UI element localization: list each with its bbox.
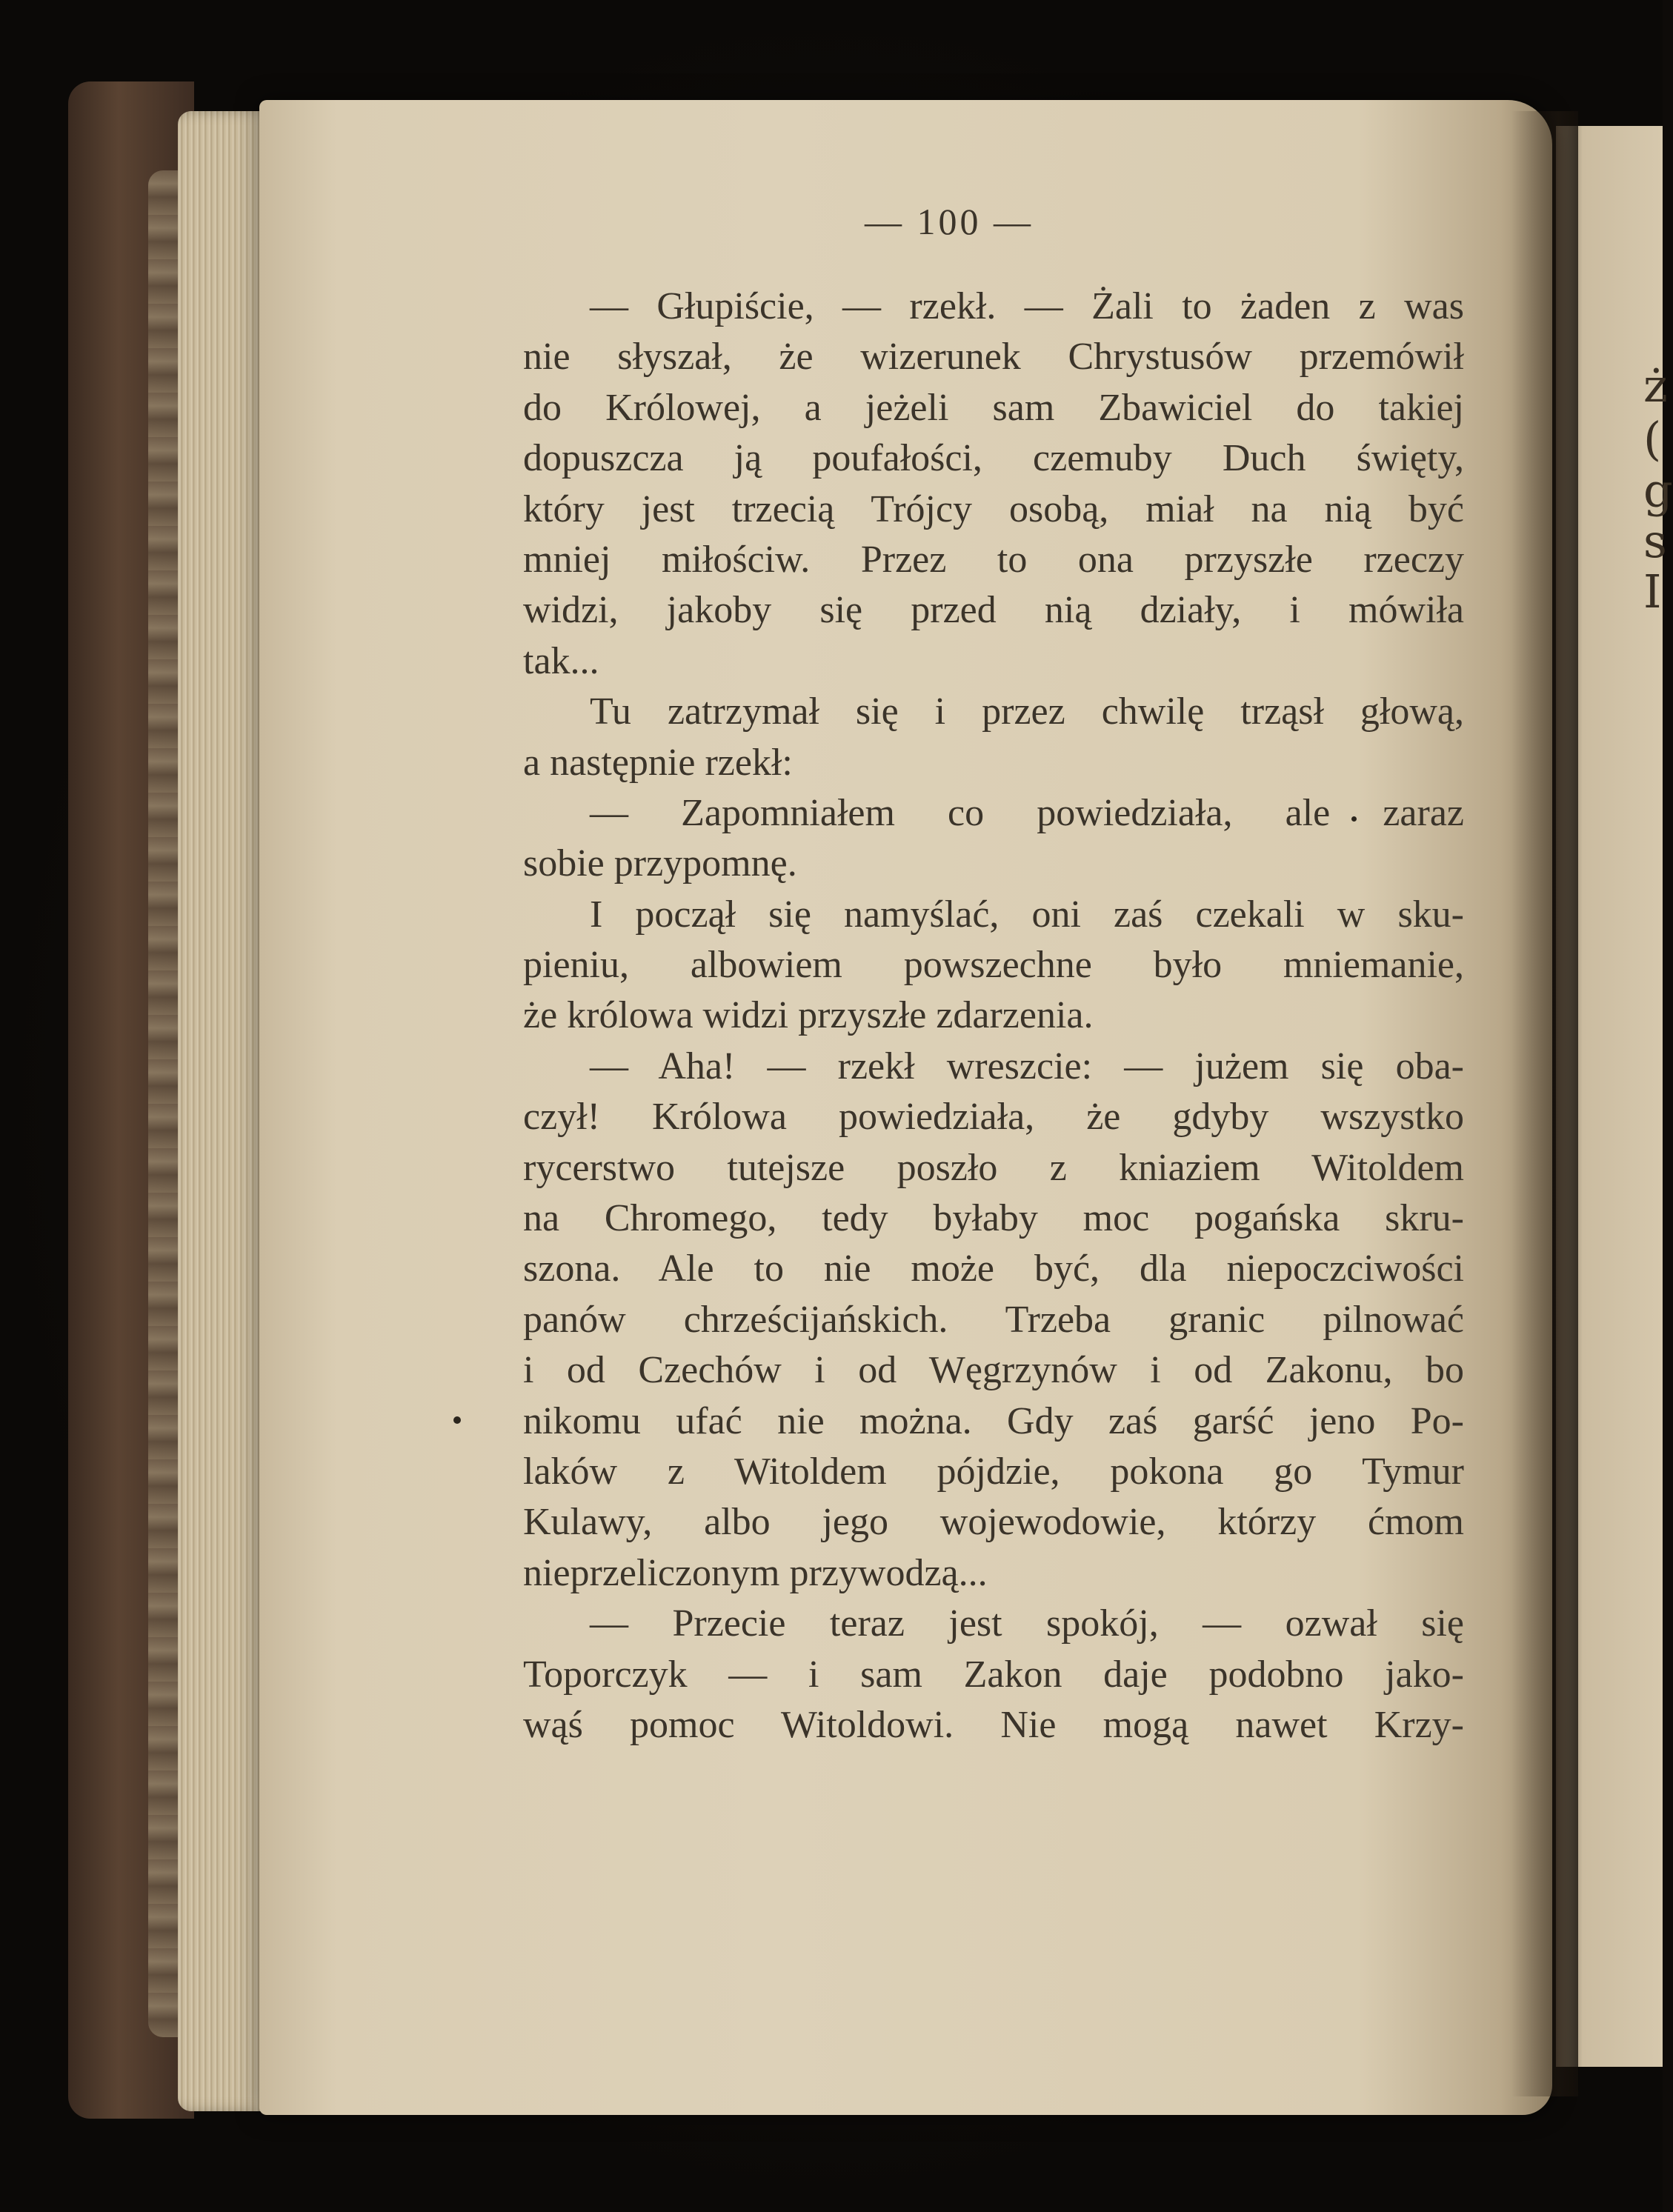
text-line: Kulawy, albo jego wojewodowie, którzy ćmom [523, 1501, 1464, 1544]
text-line: — Zapomniałem co powiedziała, ale zaraz [590, 791, 1464, 834]
text-line: dopuszcza ją poufałości, czemuby Duch święty, [523, 437, 1464, 480]
text-line: wąś pomoc Witoldowi. Nie mogą nawet Krzy- [523, 1703, 1464, 1746]
text-line: laków z Witoldem pójdzie, pokona go Tymur [523, 1450, 1464, 1493]
text-line: szona. Ale to nie może być, dla niepoczciwości [523, 1247, 1464, 1290]
text-line: — Aha! — rzekł wreszcie: — jużem się oba- [590, 1045, 1464, 1087]
ink-speck [453, 1416, 461, 1424]
text-line: rycerstwo tutejsze poszło z kniaziem Witoldem [523, 1146, 1464, 1189]
facing-page-glyph: I [1643, 564, 1662, 619]
text-line: panów chrześcijańskich. Trzeba granic pilnować [523, 1298, 1464, 1341]
text-line: mniej miłościw. Przez to ona przyszłe rzeczy [523, 538, 1464, 581]
text-line: że królowa widzi przyszłe zdarzenia. [523, 994, 1094, 1037]
text-line: Toporczyk — i sam Zakon daje podobno jako- [523, 1653, 1464, 1696]
page-number: — 100 — [865, 201, 1034, 242]
text-line: który jest trzecią Trójcy osobą, miał na nią być [523, 487, 1464, 530]
text-line: — Przecie teraz jest spokój, — ozwał się [590, 1602, 1464, 1645]
text-line: Tu zatrzymał się i przez chwilę trząsł głową, [590, 690, 1464, 733]
facing-page-glyph: g [1643, 464, 1673, 518]
facing-page-glyph: ż [1643, 359, 1668, 413]
text-line: i od Czechów i od Węgrzynów i od Zakonu, bo [523, 1349, 1464, 1392]
page-text [523, 200, 1464, 1750]
text-line: I począł się namyślać, oni zaś czekali w sku- [590, 893, 1464, 936]
facing-page-glyph: s [1643, 514, 1667, 568]
text-line: a następnie rzekł: [523, 741, 793, 784]
text-line: tak... [523, 639, 599, 682]
text-line: widzi, jakoby się przed nią działy, i mówiła [523, 589, 1464, 632]
text-line: sobie przypomnę. [523, 842, 797, 885]
text-line: — Głupiście, — rzekł. — Żali to żaden z was [590, 285, 1464, 327]
text-line: nikomu ufać nie można. Gdy zaś garść jeno Po- [523, 1399, 1464, 1442]
text-line: czył! Królowa powiedziała, że gdyby wszystko [523, 1096, 1464, 1139]
text-line: na Chromego, tedy byłaby moc pogańska skru- [523, 1197, 1464, 1240]
text-line: do Królowej, a jeżeli sam Zbawiciel do takiej [523, 386, 1464, 429]
facing-page-glyph: ( [1643, 412, 1662, 466]
text-line: nieprzeliczonym przywodzą... [523, 1551, 988, 1594]
text-line: pieniu, albowiem powszechne było mniemanie, [523, 944, 1464, 987]
gutter-shadow [1511, 111, 1578, 2096]
text-line: nie słyszał, że wizerunek Chrystusów przemówił [523, 336, 1464, 379]
